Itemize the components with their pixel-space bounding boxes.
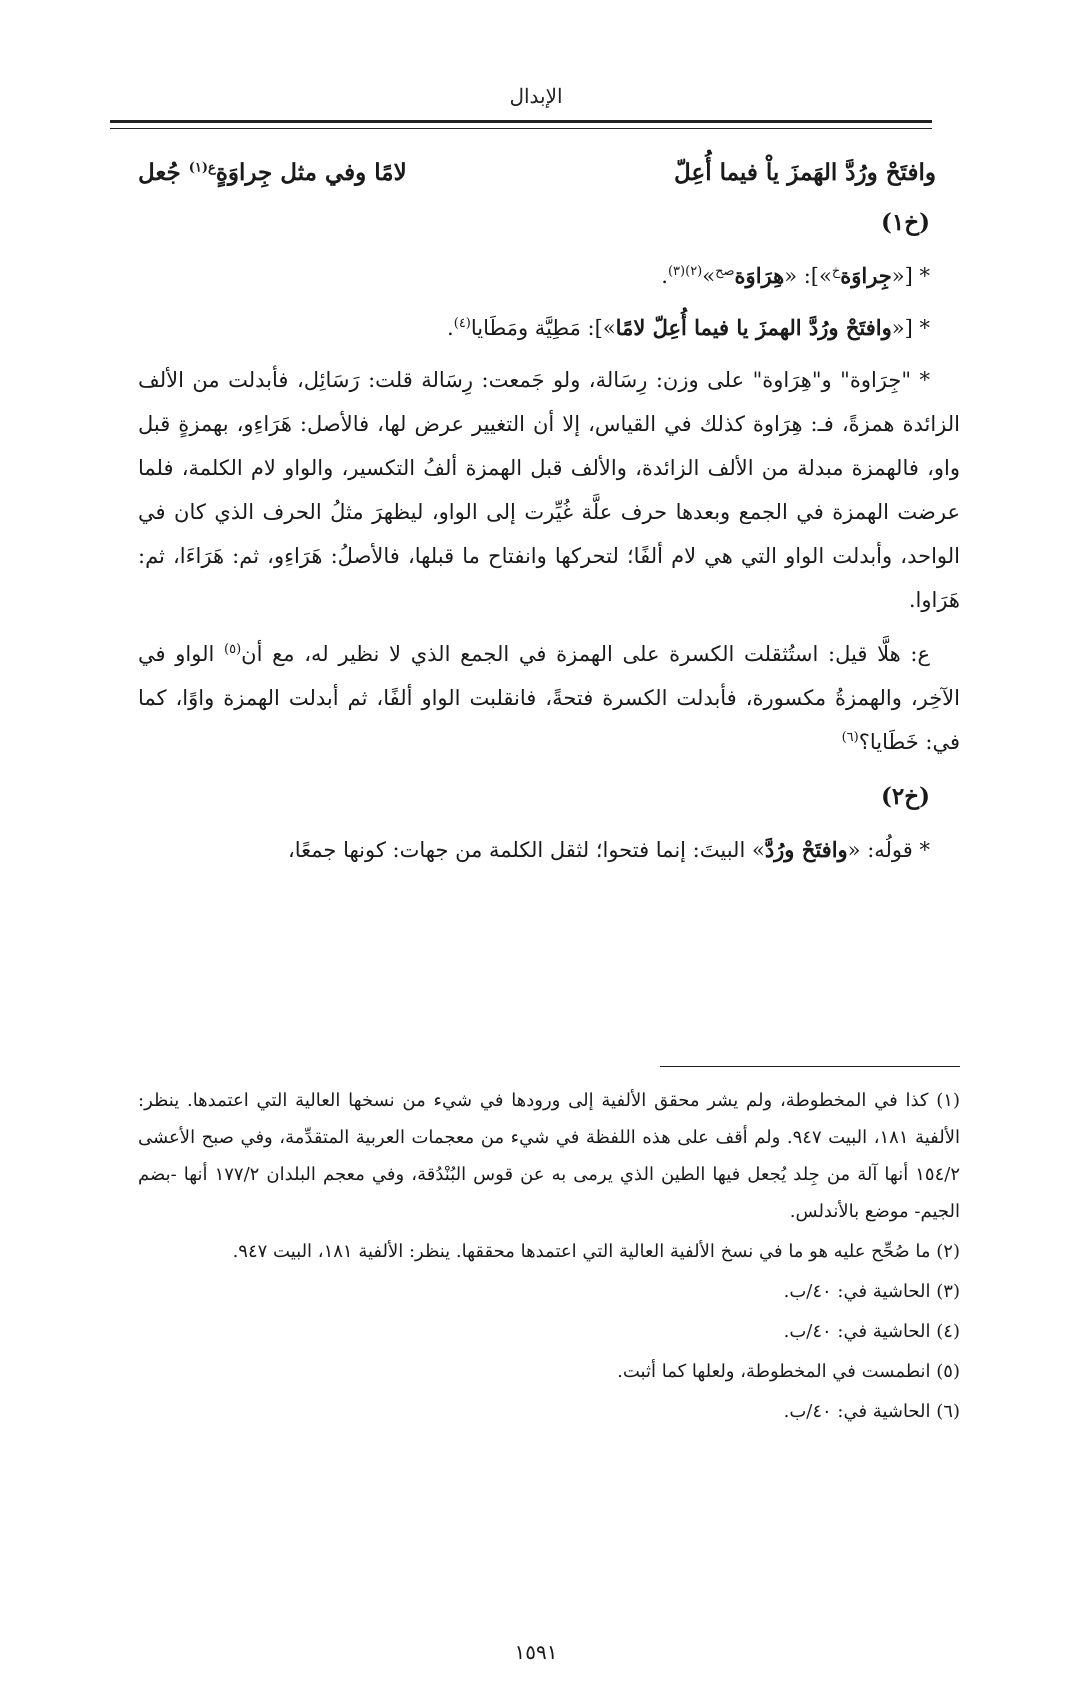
footnote: (٤) الحاشية في: ٤٠/ب. (783, 1321, 960, 1342)
paragraph-text: ع: هلَّا قيل: استُثقلت الكسرة على الهمزة في الجمع الذي لا نظير له، مع أن (241, 642, 930, 666)
gloss-end: . (447, 316, 454, 340)
verse-right-hemistich: وافتَحْ ورُدَّ الهَمزَ ياْ فيما أُعِلّ (674, 159, 936, 186)
commentary-paragraph: * "جِرَاوة" و"هِرَاوة" على وزن: رِسَالة، ولو جَمعت: رِسَالة قلت: رَسَائِل، فأبدلت من الألف الزائدة همزةً، فـ: هِرَاوة كذلك في القياس، إلا أن التغيير عرض لها، فالأصل: هَرَاءِو، بهمزةٍ قبل واو، فالهمزة مبدلة من الألف الزائدة، والألف قبل الهمزة ألفُ التكسير، والواو لام الكلمة، فلما عرضت الهمزة في الجمع وبعدها حرف علَّة غُيِّرت إلى الواو، ليظهرَ مثلُ الحرف الذي كان في الواحد، وأبدلت الواو التي هي لام ألفًا؛ لتحركها وانفتاح ما قبلها، فالأصلُ: هَرَاءِو، ثم: هَرَاءَا، ثم: هَرَاوا. (138, 368, 960, 612)
commentary-paragraph (138, 632, 960, 764)
sigla-mark: صح (715, 264, 735, 279)
footnote: (١) كذا في المخطوطة، ولم يشر محقق الألفية إلى ورودها في شيء من نسخها العالية التي اعتمدها. ينظر: الألفية ١٨١، البيت ٩٤٧. ولم أقف على هذه اللفظة في شيء من معجمات العربية المتقدِّمة، وفي صبح الأعشى ١٥٤/٢ أنها آلة من جِلد يُجعل فيها الطين الذي يرمى به عن قوس البُنْدُقة، وفي معجم البلدان ١٧٧/٢ أنها -بضم الجيم- موضع بالأندلس. (138, 1090, 961, 1222)
gloss-headword: جِراوَة (840, 263, 892, 288)
page-number: ١٥٩١ (514, 1640, 558, 1664)
running-title: الإبدال (509, 84, 563, 108)
gloss-open: * [« (891, 264, 930, 288)
footnote-ref: (٥) (224, 642, 242, 657)
footnote: (٦) الحاشية في: ٤٠/ب. (783, 1401, 960, 1422)
header-rule-thin (110, 128, 932, 129)
main-text (138, 150, 960, 882)
section-marker-kh2: (خ٢) (881, 783, 930, 810)
footnote-ref: (٢)(٣) (667, 264, 703, 279)
footnote-ref: (١) (188, 160, 209, 176)
gloss-end: . (661, 264, 668, 288)
gloss-item (138, 306, 960, 350)
section-marker-kh1: (خ١) (881, 209, 930, 236)
footnote-ref: (٤) (453, 316, 471, 331)
footnote: (٢) ما صُحِّح عليه هو ما في نسخ الألفية العالية التي اعتمدها محققها. ينظر: الألفية ١٨١، البيت ٩٤٧. (232, 1241, 960, 1262)
footnotes (138, 1082, 960, 1433)
verse-left-text: لامًا وفي مثل جِراوَةٍ (215, 159, 407, 186)
footnote-separator (660, 1066, 960, 1067)
paragraph-text: * قولُه: « (847, 838, 930, 862)
commentary-paragraph (138, 828, 960, 872)
paragraph-text: الواو في الآخِر، والهمزةُ مكسورة، فأبدلت الكسرة فتحةً، فانقلبت الواو ألفًا، ثم أبدلت الهمزة واوًا، كما في: خَطَايا؟ (138, 642, 960, 754)
footnote: (٥) انطمست في المخطوطة، ولعلها كما أثبت. (617, 1361, 960, 1382)
sigla-mark: ع (208, 160, 216, 176)
gloss-open: * [« (891, 316, 930, 340)
gloss-headword: وافتَحْ ورُدَّ الهمزَ يا فيما أُعِلّ لامًا (615, 315, 892, 340)
verse-line (138, 150, 960, 196)
paragraph-text: » البيتَ: إنما فتحوا؛ لثقل الكلمة من جهات: كونها جمعًا، (287, 838, 765, 862)
header-rule-thick (110, 120, 932, 123)
footnote: (٣) الحاشية في: ٤٠/ب. (783, 1281, 960, 1302)
footnote-ref: (٦) (841, 730, 859, 745)
verse-left-hemistich (138, 150, 407, 196)
gloss-item (138, 254, 960, 298)
gloss-separator: »]: « (784, 264, 832, 288)
gloss-variant: هِرَاوَة (734, 263, 785, 288)
sigla-mark: خ (831, 264, 841, 279)
verse-left-end: جُعل (138, 159, 189, 186)
quoted-verse: وافتَحْ ورُدَّ (764, 837, 848, 862)
gloss-text: »]: مَطِيَّة ومَطَايا (470, 316, 616, 340)
gloss-close: » (702, 264, 716, 288)
